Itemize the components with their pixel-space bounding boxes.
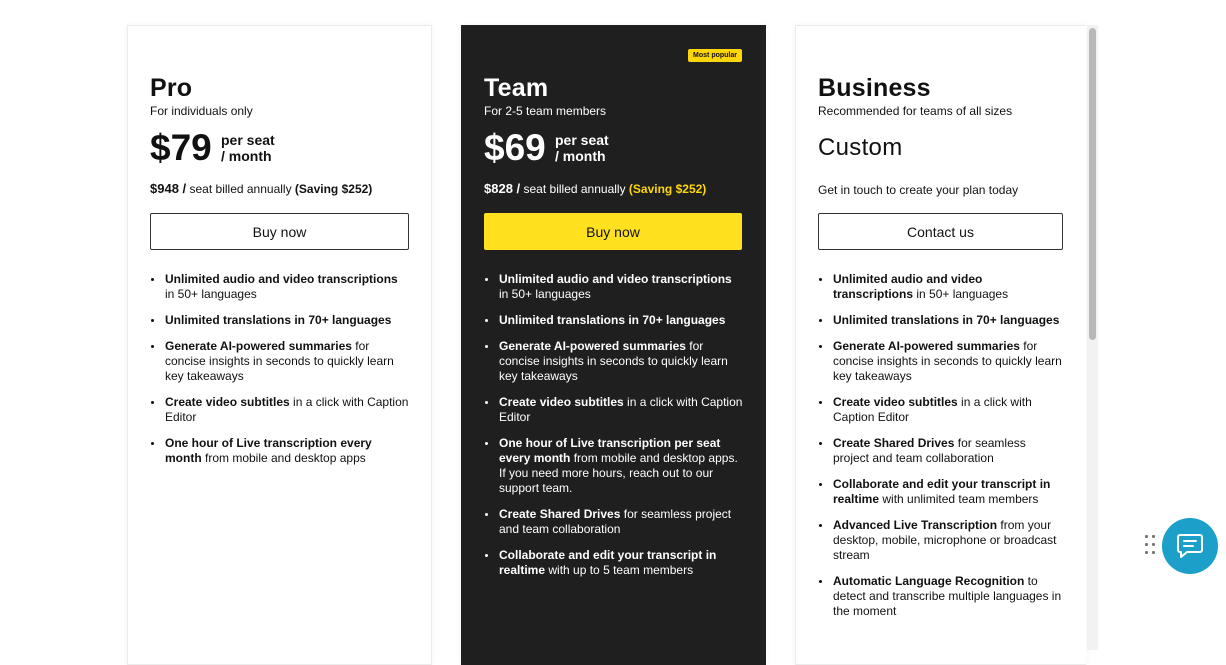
feature-item	[818, 574, 1064, 619]
feature-description: with unlimited team members	[879, 492, 1039, 506]
feature-item	[484, 436, 743, 496]
feature-item	[150, 313, 409, 328]
annual-text: seat billed annually	[523, 182, 626, 196]
feature-highlight: Automatic Language Recognition	[833, 574, 1025, 588]
feature-highlight: Create video subtitles	[499, 395, 624, 409]
feature-highlight: Generate AI-powered summaries	[499, 339, 686, 353]
annual-billing	[484, 181, 706, 196]
chat-button[interactable]	[1162, 518, 1218, 574]
feature-highlight: Create Shared Drives	[499, 507, 621, 521]
feature-description: for seamless project and team collaboration	[499, 507, 732, 536]
plan-title: Business	[818, 74, 931, 102]
contact-text: Get in touch to create your plan today	[818, 183, 1019, 197]
feature-description: in 50+ languages	[499, 287, 591, 301]
feature-item	[484, 313, 743, 328]
feature-description: from mobile and desktop apps. If you need more hours, reach out to our support team.	[499, 451, 738, 495]
plan-price: $69	[484, 127, 546, 168]
feature-highlight: Generate AI-powered summaries	[165, 339, 352, 353]
feature-highlight: Generate AI-powered summaries	[833, 339, 1020, 353]
feature-description: from your desktop, mobile, microphone or broadcast stream	[833, 518, 1057, 562]
scrollbar-thumb[interactable]	[1089, 28, 1096, 340]
feature-highlight: Collaborate and edit your transcript in realtime	[499, 548, 717, 577]
feature-list	[150, 272, 409, 477]
feature-highlight: One hour of Live transcription per seat every month	[499, 436, 721, 465]
feature-item	[818, 272, 1064, 302]
feature-item	[484, 272, 743, 302]
plan-title: Pro	[150, 74, 193, 102]
plan-subtitle: Recommended for teams of all sizes	[818, 104, 1013, 118]
feature-highlight: Unlimited audio and video transcriptions	[499, 272, 732, 286]
buy-now-button[interactable]: Buy now	[150, 213, 409, 250]
most-popular-badge: Most popular	[688, 49, 742, 62]
feature-item	[818, 339, 1064, 384]
annual-price: $948 /	[150, 181, 187, 196]
feature-highlight: Create Shared Drives	[833, 436, 955, 450]
feature-description: for concise insights in seconds to quickly learn key takeaways	[499, 339, 728, 383]
feature-description: for concise insights in seconds to quickly learn key takeaways	[833, 339, 1062, 383]
feature-description: in a click with Caption Editor	[165, 395, 409, 424]
annual-price: $828 /	[484, 181, 521, 196]
price-unit	[555, 132, 609, 164]
feature-item	[150, 339, 409, 384]
feature-list	[484, 272, 743, 589]
feature-highlight: Unlimited audio and video transcriptions	[833, 272, 983, 301]
feature-description: from mobile and desktop apps	[201, 451, 366, 465]
feature-highlight: One hour of Live transcription every month	[165, 436, 372, 465]
feature-description: for seamless project and team collaboration	[833, 436, 1026, 465]
feature-item	[150, 436, 409, 466]
pricing-card-pro	[127, 25, 432, 665]
feature-description: in 50+ languages	[913, 287, 1009, 301]
feature-highlight: Collaborate and edit your transcript in realtime	[833, 477, 1051, 506]
per-month-label: / month	[221, 148, 272, 164]
annual-text: seat billed annually	[189, 182, 292, 196]
feature-item	[818, 395, 1064, 425]
feature-item	[484, 395, 743, 425]
plan-subtitle: For individuals only	[150, 104, 253, 118]
saving-label: (Saving $252)	[294, 182, 373, 196]
feature-item	[484, 548, 743, 578]
feature-highlight: Unlimited audio and video transcriptions	[165, 272, 398, 286]
contact-us-button[interactable]: Contact us	[818, 213, 1063, 250]
feature-description: in a click with Caption Editor	[499, 395, 743, 424]
feature-highlight: Unlimited translations in 70+ languages	[165, 313, 392, 327]
feature-highlight: Create video subtitles	[165, 395, 290, 409]
price-unit	[221, 132, 275, 164]
drag-handle-icon[interactable]	[1145, 535, 1157, 557]
feature-description: with up to 5 team members	[545, 563, 694, 577]
feature-list	[818, 272, 1064, 630]
feature-description: in 50+ languages	[165, 287, 257, 301]
plan-subtitle: For 2-5 team members	[484, 104, 607, 118]
saving-label: (Saving $252)	[628, 182, 707, 196]
feature-item	[818, 436, 1064, 466]
plan-title: Team	[484, 74, 549, 102]
per-seat-label: per seat	[221, 132, 275, 148]
feature-item	[818, 518, 1064, 563]
feature-item	[818, 313, 1064, 328]
feature-item	[818, 477, 1064, 507]
chat-bubble-icon	[1175, 531, 1205, 561]
feature-highlight: Advanced Live Transcription	[833, 518, 998, 532]
feature-item	[484, 507, 743, 537]
feature-item	[150, 395, 409, 425]
scrollbar[interactable]	[1087, 25, 1098, 650]
per-seat-label: per seat	[555, 132, 609, 148]
feature-highlight: Unlimited translations in 70+ languages	[499, 313, 726, 327]
buy-now-button[interactable]: Buy now	[484, 213, 742, 250]
plan-price: $79	[150, 127, 212, 168]
pricing-card-team	[461, 25, 766, 665]
feature-highlight: Unlimited translations in 70+ languages	[833, 313, 1060, 327]
feature-description: for concise insights in seconds to quickly learn key takeaways	[165, 339, 394, 383]
per-month-label: / month	[555, 148, 606, 164]
annual-billing	[150, 181, 372, 196]
feature-highlight: Create video subtitles	[833, 395, 958, 409]
feature-item	[484, 339, 743, 384]
feature-description: in a click with Caption Editor	[833, 395, 1032, 424]
feature-item	[150, 272, 409, 302]
feature-description: to detect and transcribe multiple languages in the moment	[833, 574, 1062, 618]
custom-price: Custom	[818, 134, 903, 161]
pricing-card-business	[795, 25, 1086, 665]
